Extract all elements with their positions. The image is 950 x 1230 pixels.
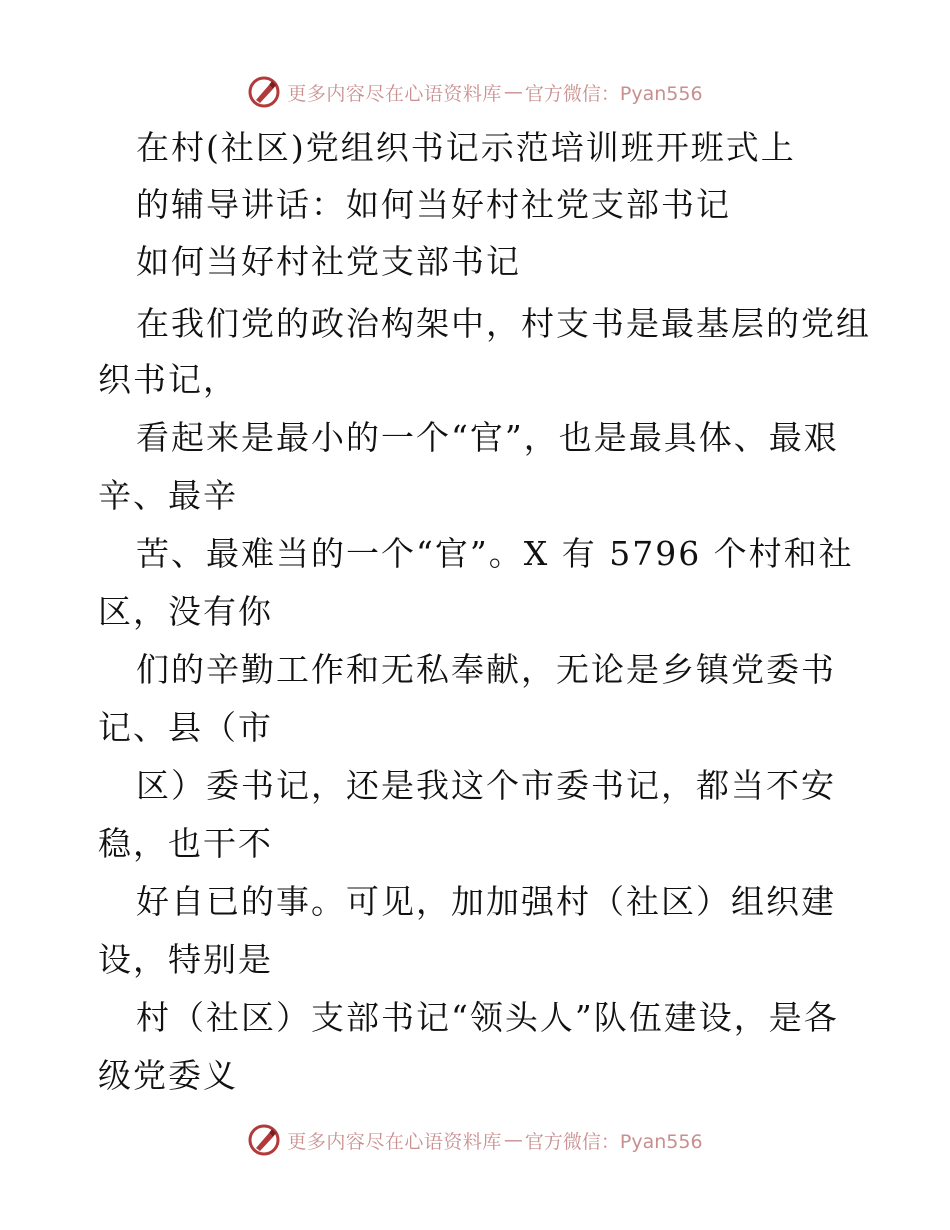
paragraph-line: 看起来是最小的一个“官”，也是最具体、最艰 <box>136 418 839 457</box>
watermark-contact: 官方微信：Pyan556 <box>524 1130 703 1153</box>
pen-logo-icon <box>247 75 281 109</box>
paragraph-line: 级党委义 <box>98 1056 238 1095</box>
watermark-separator: — <box>503 81 523 103</box>
paragraph-line: 辛、最辛 <box>98 476 238 515</box>
title-line-2: 的辅导讲话：如何当好村社党支部书记 <box>136 185 731 224</box>
paragraph-line: 稳，也干不 <box>98 824 273 863</box>
paragraph-line: 区，没有你 <box>98 592 273 631</box>
paragraph-line: 好自已的事。可见，加加强村（社区）组织建 <box>136 882 836 921</box>
watermark-site-text: 更多内容尽在心语资料库 <box>287 1130 502 1153</box>
watermark-separator: — <box>503 1129 523 1151</box>
header-watermark <box>0 72 950 112</box>
pen-logo-icon <box>247 1123 281 1157</box>
paragraph-line: 苦、最难当的一个“官”。X 有 5796 个村和社 <box>136 534 854 573</box>
paragraph-line: 区）委书记，还是我这个市委书记，都当不安 <box>136 766 836 805</box>
paragraph-line: 在我们党的政治构架中，村支书是最基层的党组 <box>136 304 871 343</box>
paragraph-line: 设，特别是 <box>98 940 273 979</box>
subtitle-line: 如何当好村社党支部书记 <box>136 242 521 281</box>
watermark-contact: 官方微信：Pyan556 <box>524 82 703 105</box>
paragraph-line: 村（社区）支部书记“领头人”队伍建设，是各 <box>136 998 839 1037</box>
paragraph-line: 记、县（市 <box>98 708 273 747</box>
footer-watermark <box>0 1120 950 1160</box>
paragraph-line: 们的辛勤工作和无私奉献，无论是乡镇党委书 <box>136 650 836 689</box>
watermark-site-text: 更多内容尽在心语资料库 <box>287 82 502 105</box>
title-line-1: 在村(社区)党组织书记示范培训班开班式上 <box>136 128 796 167</box>
paragraph-line: 织书记， <box>98 360 238 399</box>
